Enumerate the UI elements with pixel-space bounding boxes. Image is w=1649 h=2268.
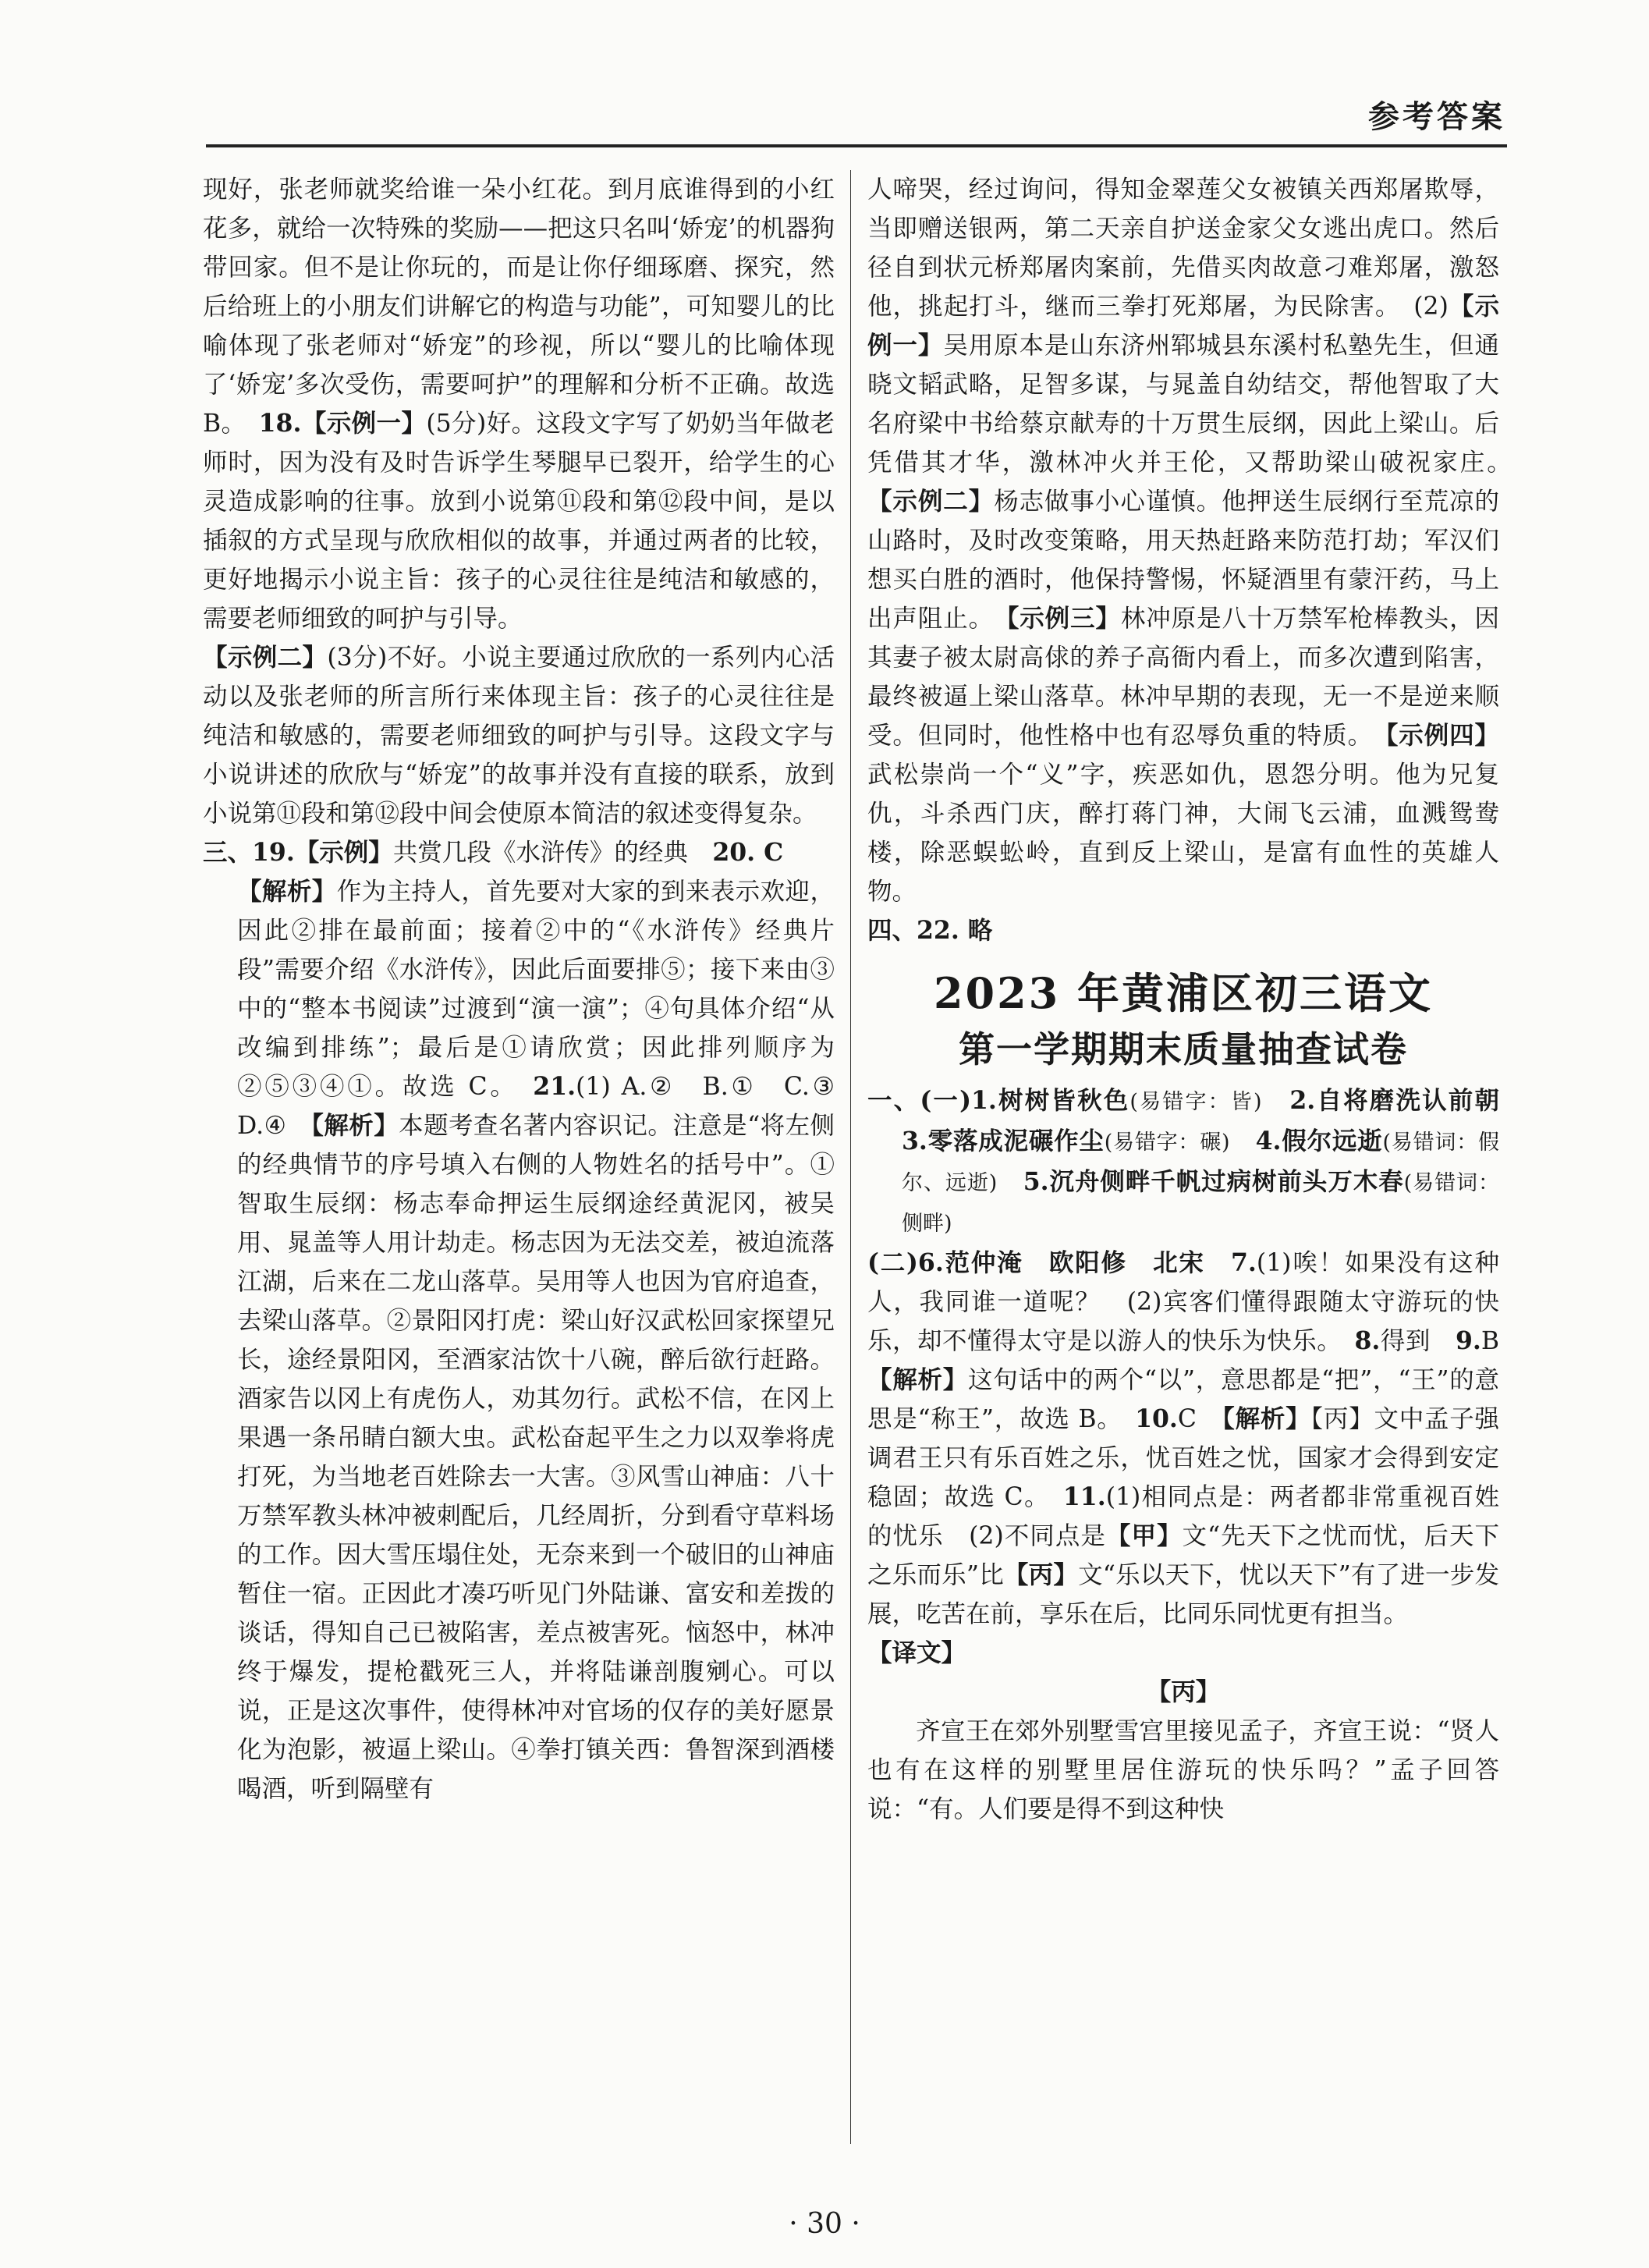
question-label: 9.: [1455, 1326, 1481, 1355]
question-label: 3.: [902, 1127, 927, 1155]
question-label: 2.: [1289, 1086, 1316, 1115]
translation-label: 【译文】: [867, 1638, 966, 1667]
question-label: 4.: [1255, 1127, 1282, 1155]
text: B: [1481, 1327, 1524, 1355]
section-label: 三、19.【示例】: [203, 838, 393, 867]
text: 【丙】文中孟子强调君王只有乐百姓之乐，忧百姓之忧，国家才会得到安定稳固；故选 C。: [867, 1405, 1499, 1511]
question-label: 20. C: [712, 838, 784, 867]
text: 作为主持人，首先要对大家的到来表示欢迎，因此②排在最前面；接着②中的“《水浒传》经典片段”需要介绍《水浒传》，因此后面要排⑤；接下来由③中的“整本书阅读”过渡到“演一演”；④句具体介绍“从改编到排练”；最后是①请欣赏；因此排列顺序为②⑤③④①。故选 C。: [237, 878, 835, 1101]
text: 林冲原是八十万禁军枪棒教头，因其妻子被太尉高俅的养子高衙内看上，而多次遭到陷害，最终被逼上梁山落草。林冲早期的表现，无一不是逆来顺受。但同时，他性格中也有忍辱负重的特质。: [867, 605, 1499, 750]
text: (1)相同点是：两者都非常重视百姓的忧乐 (2)不同点是: [867, 1483, 1499, 1550]
note: (易错词：假尔、远逝): [902, 1130, 1499, 1195]
question-label: 11.: [1062, 1482, 1106, 1511]
example-label: 【示例四】: [1385, 721, 1499, 750]
text: (1)唉！如果没有这种人，我同谁一道呢？ (2)宾客们懂得跟随太守游玩的快乐，却不懂得太守是以游人的快乐为快乐。: [867, 1249, 1499, 1355]
paragraph: [867, 1081, 1499, 1244]
paragraph: [203, 833, 860, 1808]
text: 文“乐以天下，忧以天下”有了进一步发展，吃苦在前，享乐在后，比同乐同忧更有担当。: [867, 1561, 1499, 1628]
right-column: [867, 170, 1524, 1829]
analysis-label: 【解析】: [237, 877, 337, 906]
header-title: 参考答案: [1368, 99, 1505, 135]
text: 现好，张老师就奖给谁一朵小红花。到月底谁得到的小红花多，就给一次特殊的奖励——把这只名叫‘娇宠’的机器狗带回家。但不是让你玩的，而是让你仔细琢磨、探究，然后给班上的小朋友们讲解它的构造与功能”，可知婴儿的比喻体现了张老师对“娇宠”的珍视，所以“婴儿的比喻体现了‘娇宠’多次受伤，需要呵护”的理解和分析不正确。故选 B。: [203, 176, 835, 438]
text: 人啼哭，经过询问，得知金翠莲父女被镇关西郑屠欺辱，当即赠送银两，第二天亲自护送金家父女逃出虎口。然后径自到状元桥郑屠肉案前，先借买肉故意刁难郑屠，激怒他，挑起打斗，继而三拳打死郑屠，为民除害。 (2): [867, 176, 1499, 321]
question-label: 一、(一)1.: [867, 1086, 997, 1115]
text: 文“先天下之忧而忧，后天下之乐而乐”比: [867, 1522, 1499, 1589]
example-label: 【示例二】: [867, 487, 995, 516]
text: 共赏几段《水浒传》的经典: [392, 839, 713, 867]
text: 武松崇尚一个“义”字，疾恶如仇，恩怨分明。他为兄复仇，斗杀西门庆，醉打蒋门神，大闹飞云浦，血溅鸳鸯楼，除恶蜈蚣岭，直到反上梁山，是富有血性的英雄人物。: [867, 761, 1499, 906]
analysis-label: 【解析】: [311, 1111, 399, 1140]
paragraph: [867, 1244, 1524, 1634]
note: (易错词：侧畔): [902, 1171, 1499, 1236]
text: C: [1177, 1405, 1223, 1433]
text: 得到: [1380, 1327, 1456, 1355]
text: (1) A.② B.① C.③ D.④: [237, 1073, 860, 1140]
text: 杨志做事小心谨慎。他押送生辰纲行至荒凉的山路时，及时改变策略，用天热赶路来防范打劫；军汉们想买白胜的酒时，他保持警惕，怀疑酒里有蒙汗药，马上出声阻止。: [867, 488, 1499, 633]
translation-text: 齐宣王在郊外别墅雪宫里接见孟子，齐宣王说：“贤人也有在这样的别墅里居住游玩的快乐吗？”孟子回答说：“有。人们要是得不到这种快: [867, 1717, 1499, 1823]
question-label: 21.: [533, 1072, 576, 1101]
exam-title: 2023 年黄浦区初三语文: [933, 968, 1434, 1018]
answer: 范仲淹 欧阳修 北宋: [943, 1248, 1205, 1277]
paragraph: [203, 170, 835, 638]
column-divider: [850, 170, 851, 2144]
example-label: 【示例二】: [203, 643, 328, 672]
note: (易错字：碾): [1104, 1130, 1230, 1155]
question-label: 8.: [1354, 1326, 1381, 1355]
text: 本题考查名著内容识记。注意是“将左侧的经典情节的序号填入右侧的人物姓名的括号中”。①智取生辰纲：杨志奉命押运生辰纲途经黄泥冈，被吴用、晁盖等人用计劫走。杨志因为无法交差，被迫流落江湖，后来在二龙山落草。吴用等人也因为官府追查，去梁山落草。②景阳冈打虎：梁山好汉武松回家探望兄长，途经景阳冈，至酒家沽饮十八碗，醉后欲行赶路。酒家告以冈上有虎伤人，劝其勿行。武松不信，在冈上果遇一条吊睛白额大虫。武松奋起平生之力以双拳将虎打死，为当地老百姓除去一大害。③风雪山神庙：八十万禁军教头林冲被刺配后，几经周折，分到看守草料场的工作。因大雪压塌住处，无奈来到一个破旧的山神庙暂住一宿。正因此才凑巧听见门外陆谦、富安和差拨的谈话，得知自己已被陷害，差点被害死。恼怒中，林冲终于爆发，提枪戳死三人，并将陆谦剖腹剜心。可以说，正是这次事件，使得林冲对官场的仅存的美好愿景化为泡影，被逼上梁山。④拳打镇关西：鲁智深到酒楼喝酒，听到隔壁有: [237, 1112, 835, 1803]
bracket-label: 【丙】: [1003, 1560, 1079, 1589]
paragraph: [203, 638, 835, 833]
page-number: · 30 ·: [789, 2208, 860, 2240]
analysis-label: 【解析】: [867, 1365, 969, 1394]
example-label: 【示例一】: [867, 292, 1499, 360]
answer: 零落成泥碾作尘: [927, 1127, 1105, 1155]
paragraph: [867, 170, 1524, 911]
example-label: 【示例三】: [1006, 604, 1121, 633]
answer: 沉舟侧畔千帆过病树前头万木春: [1048, 1167, 1404, 1196]
text: 吴用原本是山东济州郓城县东溪村私塾先生，但通晓文韬武略，足智多谋，与晁盖自幼结交，帮他智取了大名府梁中书给蔡京献寿的十万贯生辰纲，因此上梁山。后凭借其才华，激林冲火并王伦，又帮助梁山破祝家庄。: [867, 332, 1524, 477]
analysis-label: 【解析】: [1222, 1404, 1311, 1433]
note: (易错字：皆): [1129, 1090, 1262, 1114]
section-4: 四、22. 略: [867, 916, 993, 945]
bracket-label: 【甲】: [1105, 1521, 1183, 1550]
text: (5分)好。这段文字写了奶奶当年做老师时，因为没有及时告诉学生琴腿早已裂开，给学生的心灵造成影响的往事。放到小说第⑪段和第⑫段中间，是以插叙的方式呈现与欣欣相似的故事，并通过两者的比较，更好地揭示小说主旨：孩子的心灵往往是纯洁和敏感的，需要老师细致的呵护与引导。: [203, 410, 835, 633]
question-label: 5.: [1023, 1167, 1049, 1196]
text: 这句话中的两个“以”，意思都是“把”，“王”的意思是“称王”，故选 B。: [867, 1366, 1499, 1433]
left-column: [203, 170, 860, 1808]
question-label: (二)6.: [867, 1248, 944, 1277]
question-label: 18.【示例一】: [258, 409, 427, 438]
text: (3分)不好。小说主要通过欣欣的一系列内心活动以及张老师的所言所行来体现主旨：孩子的心灵往往是纯洁和敏感的，需要老师细致的呵护与引导。这段文字与小说讲述的欣欣与“娇宠”的故事并没有直接的联系，放到小说第⑪段和第⑫段中间会使原本简洁的叙述变得复杂。: [203, 644, 835, 828]
question-label: 7.: [1231, 1248, 1257, 1277]
translation-heading: 【丙】: [1146, 1677, 1221, 1706]
header-rule: [206, 144, 1507, 147]
exam-subtitle: 第一学期期末质量抽查试卷: [959, 1028, 1408, 1070]
answer: 假尔远逝: [1281, 1127, 1383, 1155]
answer: 自将磨洗认前朝: [1315, 1086, 1499, 1115]
question-label: 10.: [1135, 1404, 1178, 1433]
answer: 树树皆秋色: [996, 1086, 1130, 1115]
